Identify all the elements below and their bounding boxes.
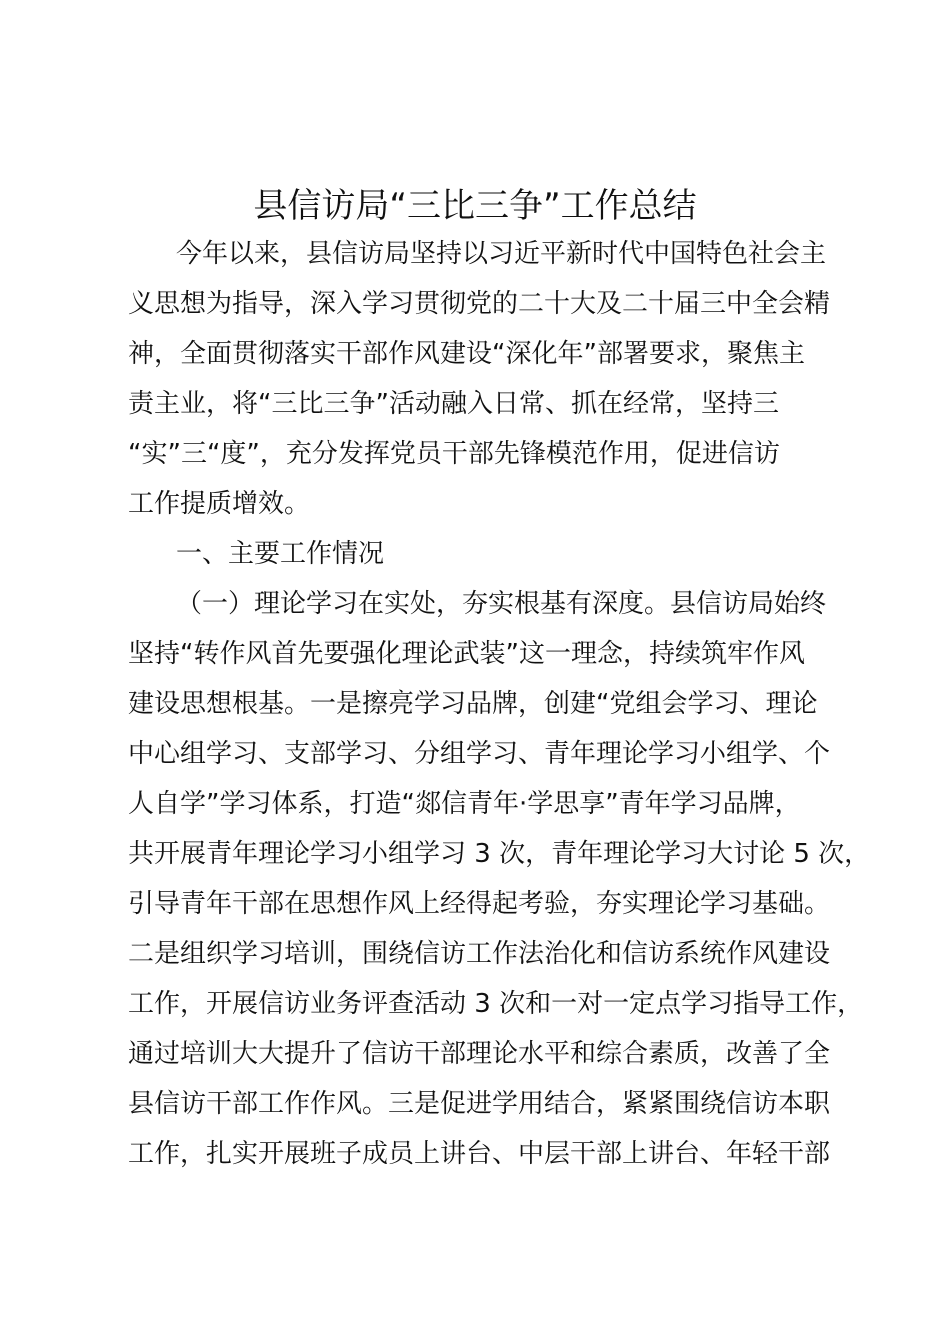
paragraph-line: （一）理论学习在实处，夯实根基有深度。县信访局始终 [176, 589, 827, 619]
paragraph-line: 引导青年干部在思想作风上经得起考验，夯实理论学习基础。 [128, 889, 831, 919]
paragraph-line: 坚持“转作风首先要强化理论武装”这一理念，持续筑牢作风 [128, 639, 805, 669]
paragraph-line: 责主业，将“三比三争”活动融入日常、抓在经常，坚持三 [128, 389, 779, 419]
paragraph-line: 通过培训大大提升了信访干部理论水平和综合素质，改善了全 [128, 1039, 831, 1069]
paragraph-line: 二是组织学习培训，围绕信访工作法治化和信访系统作风建设 [128, 939, 831, 969]
paragraph-line: 工作，扎实开展班子成员上讲台、中层干部上讲台、年轻干部 [128, 1139, 831, 1169]
paragraph-line: 工作，开展信访业务评查活动 3 次和一对一定点学习指导工作， [128, 989, 864, 1019]
paragraph-line: 义思想为指导，深入学习贯彻党的二十大及二十届三中全会精 [128, 289, 831, 319]
paragraph-line: 今年以来，县信访局坚持以习近平新时代中国特色社会主 [176, 239, 827, 269]
paragraph-line: 建设思想根基。一是擦亮学习品牌，创建“党组会学习、理论 [128, 689, 818, 719]
paragraph-line: 共开展青年理论学习小组学习 3 次，青年理论学习大讨论 5 次， [128, 839, 871, 869]
paragraph-line: “实”三“度”，充分发挥党员干部先锋模范作用，促进信访 [128, 439, 780, 469]
paragraph-line: 工作提质增效。 [128, 489, 311, 519]
paragraph-line: 神，全面贯彻落实干部作风建设“深化年”部署要求，聚焦主 [128, 339, 805, 369]
section-heading: 一、主要工作情况 [176, 539, 385, 569]
paragraph-line: 县信访干部工作作风。三是促进学用结合，紧紧围绕信访本职 [128, 1089, 831, 1119]
paragraph-line: 人自学”学习体系，打造“郯信青年·学思享”青年学习品牌， [128, 789, 801, 819]
document-title: 县信访局“三比三争”工作总结 [253, 186, 697, 226]
paragraph-line: 中心组学习、支部学习、分组学习、青年理论学习小组学、个 [128, 739, 831, 769]
